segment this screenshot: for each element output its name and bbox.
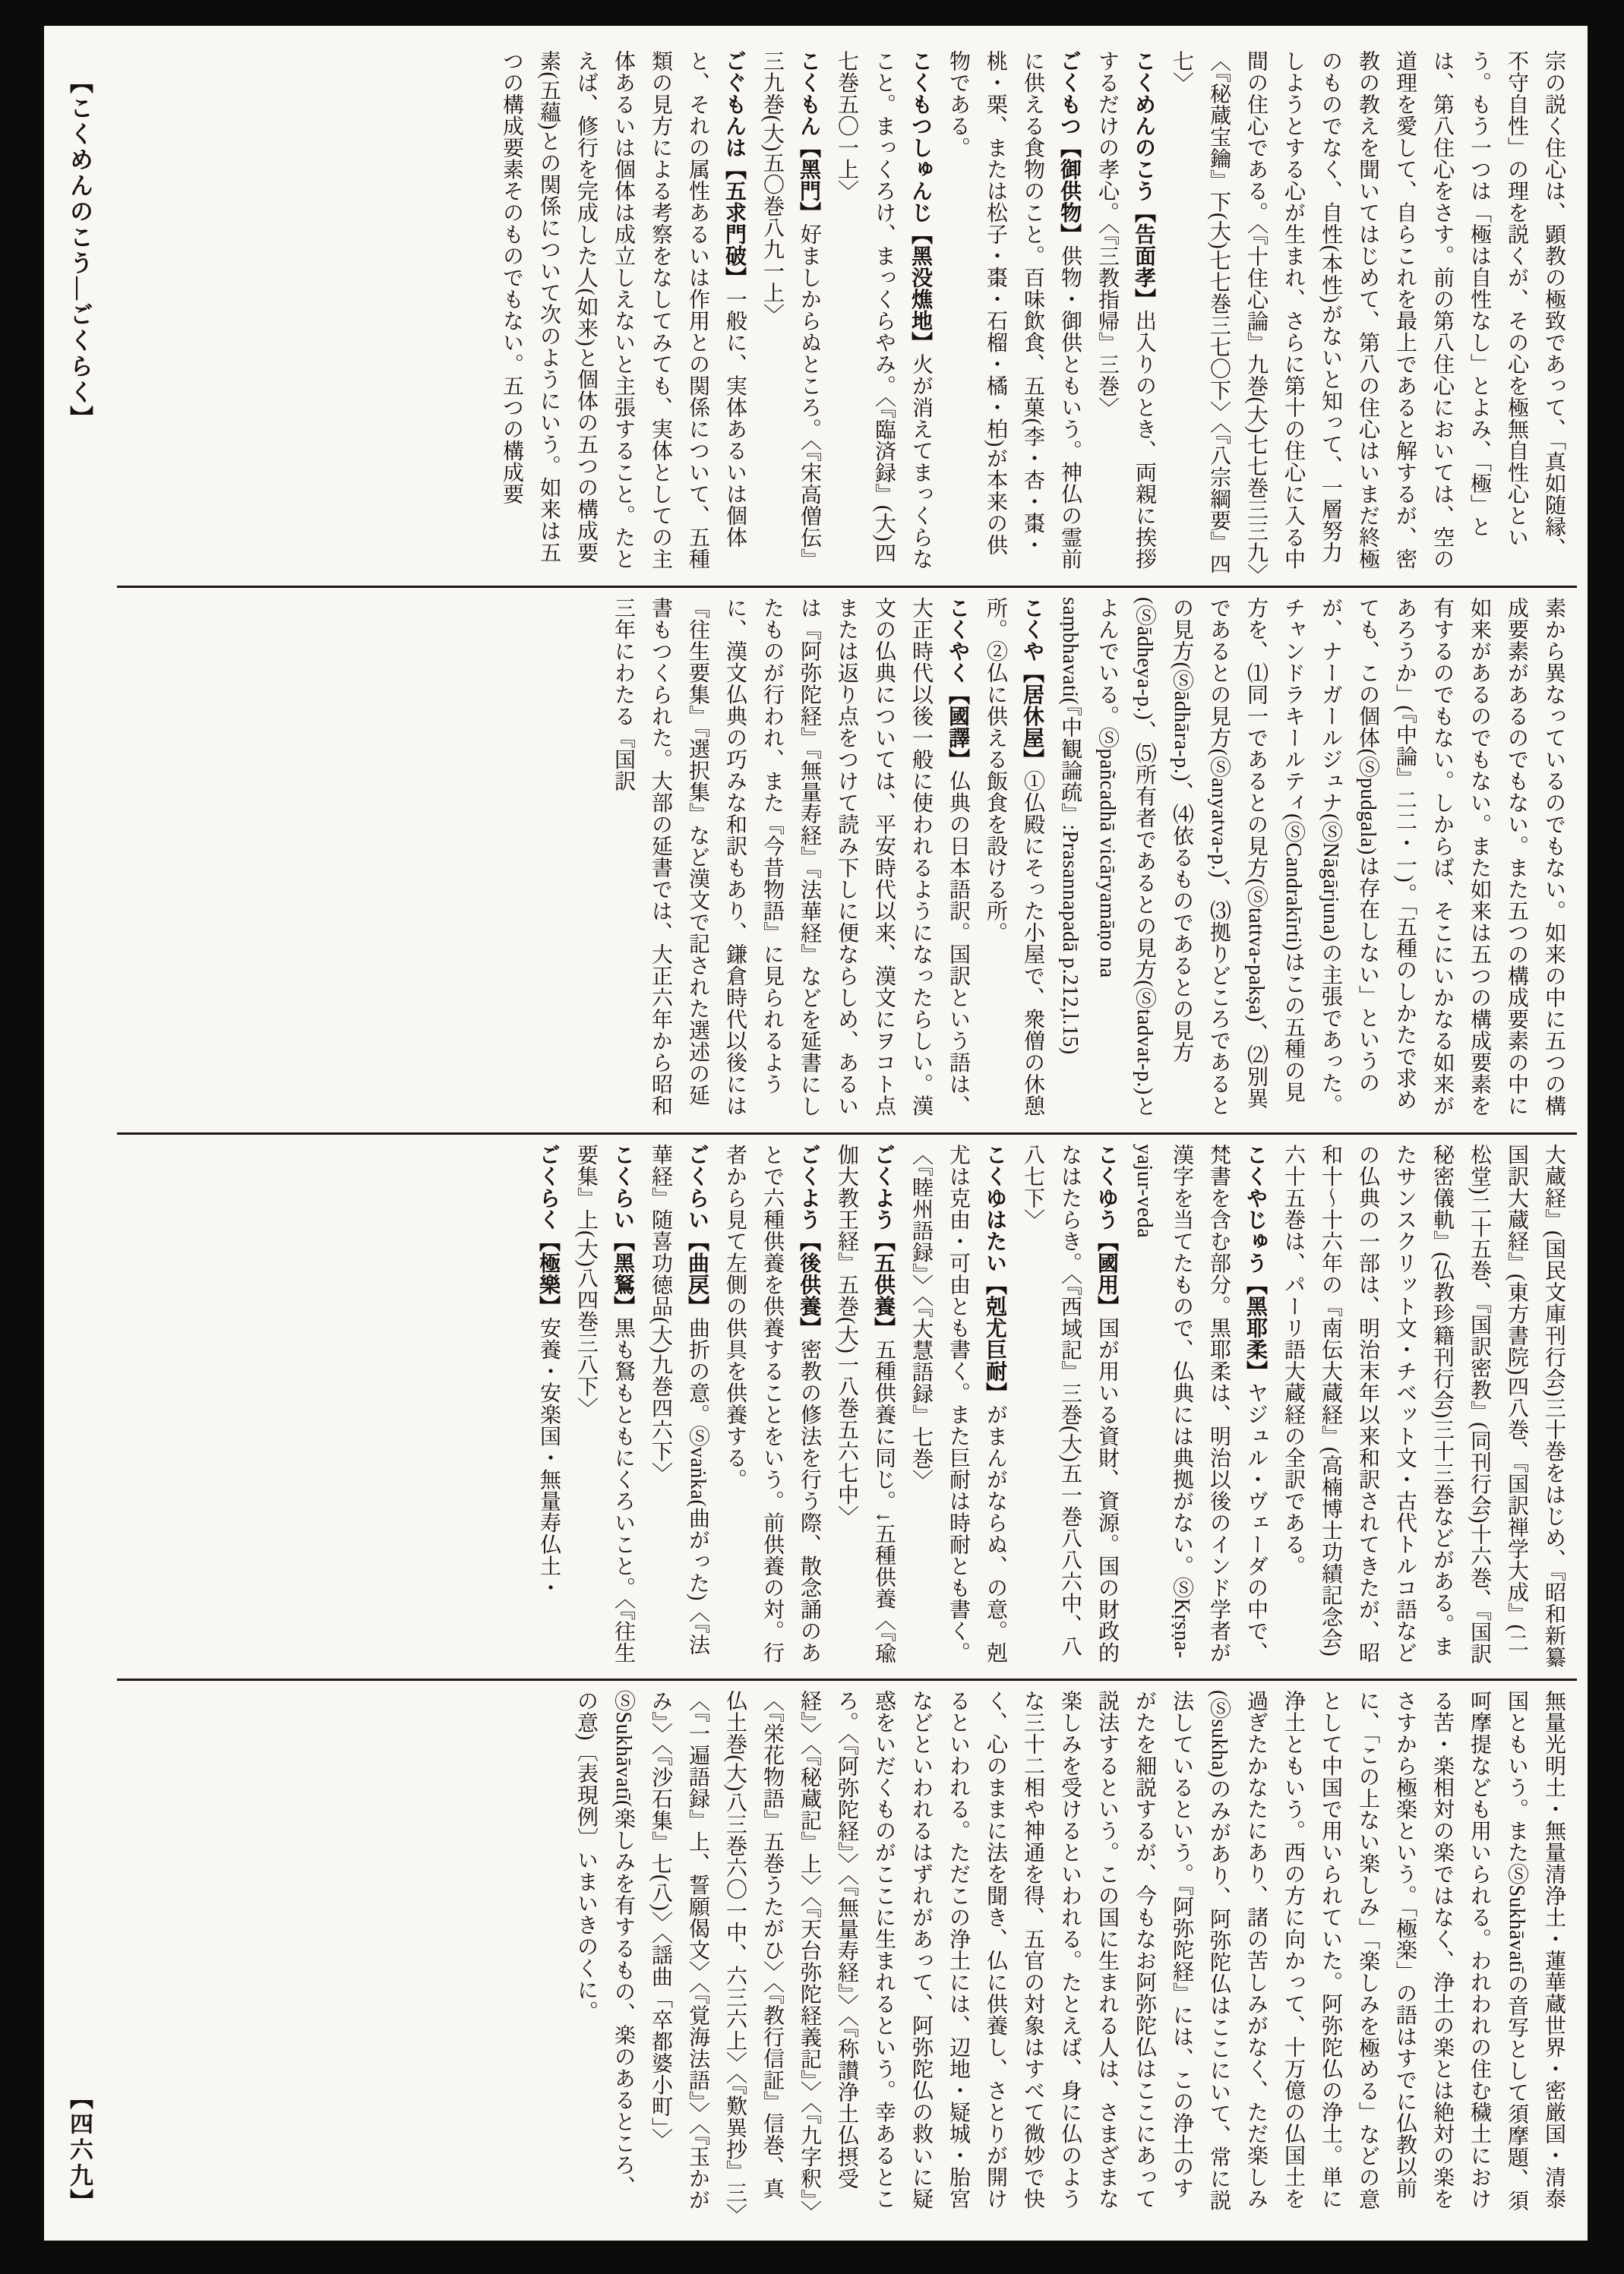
entry-body: 五種供養に同じ。↓五種供養〈『瑜伽大教王経』五巻(大)一八巻五六七中〉 <box>835 1143 896 1663</box>
entry-body: ①仏殿にそった小屋で、衆僧の休憩所。②仏に供える飯食を設ける所。 <box>984 596 1044 1116</box>
entry-headword: こくらい【黑鴑】 <box>611 1143 635 1317</box>
page-number: 【四六九】 <box>66 2086 93 2215</box>
entry-headword: こくゆう【國用】 <box>1095 1143 1119 1317</box>
entry-body: 宗の説く住心は、顕教の極致であって、「真如随縁、不守自性」の理を説くが、その心を極無自性心という。もう一つは「極は自性なし」とよみ、「極」とは、第八住心をさす。前の第八住心においては、空の道理を愛して、自らこれを最上であると解するが、密教の教えを聞いてはじめて、第八の住心はいまだ終極のものでなく、自性(本性)がないと知って、一層努力しようとする心が生まれ、さらに第十の住心に入る中間の住心である。〈『十住心論』九巻(大)七七巻三三九〉〈『秘蔵宝鑰』下(大)七七巻三七〇下〉〈『八宗綱要』四七〉 <box>1170 50 1566 575</box>
entry-headword: こくやじゅう【黑耶柔】 <box>1244 1143 1268 1382</box>
band-4 <box>117 1679 1577 2225</box>
entry-body: 仏典の日本語訳。国訳という語は、大正時代以後一般に使われるようになったらしい。漢文の仏典については、平安時代以来、漢文にヲコト点または返り点をつけて読み下しに便ならしめ、あるいは『阿弥陀経』『無量寿経』『法華経』などを延書にしたものが行われ、また『今昔物語』に見られるように、漢文仏典の巧みな和訳もあり、鎌倉時代以後には『往生要集』『選択集』など漢文で記された選述の延書もつくられた。大部の延書では、大正六年から昭和三年にわたる『国訳 <box>611 596 970 1117</box>
entry-body: 供物・御供ともいう。神仏の霊前に供える食物のこと。百味飲食、五菓(李・杏・棗・桃・栗、または松子・棗・石榴・橘・柏)が本来の供物である。 <box>946 50 1082 570</box>
entry-headword: こくゆはたい【剋尤巨耐】 <box>984 1143 1007 1404</box>
dictionary-entry <box>716 1144 828 1670</box>
entry-headword: こくやく【國譯】 <box>946 596 970 770</box>
dictionary-entry <box>567 1144 642 1670</box>
entry-headword: ごくらく【極樂】 <box>537 1143 561 1317</box>
band-2 <box>117 586 1577 1132</box>
entry-headword: ごくもつ【御供物】 <box>1058 50 1082 245</box>
dictionary-entry <box>828 1144 902 1670</box>
band-3 <box>117 1132 1577 1679</box>
dictionary-entry <box>493 50 754 576</box>
dictionary-page <box>44 26 1588 2241</box>
dictionary-entry <box>828 50 940 576</box>
entry-continuation <box>1051 597 1572 1123</box>
entry-headword: こくもん【黑門】 <box>798 50 821 223</box>
left-gutter <box>44 26 115 2241</box>
dictionary-entry <box>642 1144 716 1670</box>
entry-headword: ごくよう【五供養】 <box>872 1143 896 1338</box>
entry-body: 火が消えてまっくらなこと。まっくろけ、まっくらやみ。〈『臨済録』(大)四七巻五〇一上〉 <box>835 50 933 570</box>
entry-body: 安養・安楽国・無量寿仏土・ <box>537 1316 561 1598</box>
entry-body: 無量光明土・無量清浄土・蓮華蔵世界・密厳国・清泰国ともいう。またⓈSukhāvatīの音写として須摩題、須呵摩提なども用いられる。われわれの住む穢土における苦・楽相対の楽ではなく、浄土の楽とは絶対の楽をさすから極楽という。「極楽」の語はすでに仏教以前に、「この上ない楽しみ」「楽しみを極める」などの意として中国で用いられていた。阿弥陀仏の浄土。単に浄土ともいう。西の方に向かって、十万億の仏国土を過ぎたかなたにあり、諸の苦しみがなく、ただ楽しみ(Ⓢsukha)のみがあり、阿弥陀仏はここにいて、常に説法しているという。『阿弥陀経』には、この浄土のすがたを細説するが、今もなお阿弥陀仏はここにあって説法するという。この国に生まれる人は、さまざまな楽しみを受けるといわれる。たとえば、身に仏のような三十二相や神通を得、五官の対象はすべて微妙で快く、心のままに法を聞き、仏に供養し、さとりが開けるといわれる。ただこの浄土には、辺地・疑城・胎宮などといわれるはずれがあって、阿弥陀仏の救いに疑惑をいだくものがここに生まれるという。幸あるところ。〈『阿弥陀経』〉〈『無量寿経』〉〈『称讃浄土仏摂受経』〉〈『秘蔵記』上〉〈『天台弥陀経義記』〉〈『九字釈』〉〈『栄花物語』五巻うたがひ〉〈『教行信証』信巻、真仏土巻(大)八三巻六〇一中、六三六上〉〈『歎異抄』三〉〈『一遍語録』上、誓願偈文〉〈『覚海法語』〉〈『玉かがみ』〉〈『沙石集』七(八)〉〈謡曲「卒都婆小町」〉ⓈSukhāvatī(楽しみを有するもの、楽のあるところ、の意)〔表現例〕いまいきのくに。 <box>574 1690 1566 2215</box>
entry-headword: こくもつしゅんじ【黑没燋地】 <box>909 50 933 353</box>
dictionary-entry <box>1126 1144 1275 1670</box>
entry-body: 素から異なっているのでもない。如来の中に五つの構成要素があるのでもない。また五つの構成要素の中に如来があるのでもない。また如来は五つの構成要素を有するのでもない。しからば、そこにいかなる如来があろうか」(『中論』二二・一)。「五種のしかたで求めても、この個体(Ⓢpudgala)は存在しない」というのが、ナーガールジュナ(ⓈNāgārjuna)の主張であった。チャンドラキールティ(ⓈCandrakīrti)はこの五種の見方を、⑴同一であるとの見方(Ⓢtattva-pakṣa)、⑵別異であるとの見方(Ⓢanyatva-p.)、⑶拠りどころであるとの見方(Ⓢādhāra-p.)、⑷依るものであるとの見方(Ⓢādheya-p.)、⑸所有者であるとの見方(Ⓢtadvat-p.)とよんでいる。Ⓢpañcadhā vicāryamāṇo na saṃbhavati(『中観論疏』:Prasannapadā p.212,l.15) <box>1058 596 1566 1116</box>
dictionary-entry <box>902 1144 1014 1670</box>
dictionary-entry <box>1014 1144 1126 1670</box>
entry-body: がまんがならぬ、の意。剋尤は克由・可由とも書く。また巨耐は時耐とも書く。〈『睦州語録』〉〈『大慧語録』七巻〉 <box>909 1143 1007 1663</box>
dictionary-entry <box>977 597 1051 1123</box>
dictionary-entry <box>1088 50 1163 576</box>
running-head: 【こくめんのこう―ごくらく】 <box>66 70 93 431</box>
entry-body: 大蔵経』(国民文庫刊行会)三十巻をはじめ、『昭和新纂国訳大蔵経』(東方書院)四八巻、『国訳禅学大成』(二松堂)二十五巻、『国訳密教』(同刊行会)十六巻、『国訳秘密儀軌』(仏教珍籍刊行会)三十三巻などがある。またサンスクリット文・チベット文・古代トルコ語などの仏典の一部は、明治末年以来和訳されてきたが、昭和十〜十六年の『南伝大蔵経』(高楠博士功績記念会)六十五巻は、パーリ語大蔵経の全訳である。 <box>1281 1143 1566 1668</box>
entry-continuation <box>1163 50 1572 576</box>
entry-headword: こくや【居休屋】 <box>1021 596 1044 770</box>
entry-continuation <box>1275 1144 1572 1670</box>
entry-headword: ごくらい【曲戻】 <box>686 1143 709 1317</box>
entry-body: 黒も鴑もともにくろいこと。〈『往生要集』上(大)八四巻三八下〉 <box>574 1143 635 1663</box>
entry-body: 一般に、実体あるいは個体と、それの属性あるいは作用との関係について、五種類の見方による考察をなしてみても、実体としての主体あるいは個体は成立しえないと主張すること。たとえば、修行を完成した人(如来)と個体の五つの構成要素(五蘊)との関係について次のようにいう。如来は五つの構成要素そのものでもない。五つの構成要 <box>500 50 747 570</box>
entry-body: 出入りのとき、両親に挨拶するだけの孝心。〈『三教指帰』三巻〉 <box>1095 50 1156 570</box>
entry-body: 国が用いる資財、資源。国の財政的なはたらき。〈『西域記』三巻(大)五一巻八八六中、八八七下〉 <box>1021 1143 1119 1663</box>
bands <box>117 41 1577 2225</box>
entry-body: 好ましからぬところ。〈『宋高僧伝』三九巻(大)五〇巻八九一上〉 <box>760 50 821 570</box>
dictionary-entry <box>940 50 1088 576</box>
entry-headword: こくめんのこう【告面孝】 <box>1133 50 1156 310</box>
dictionary-entry <box>605 597 977 1123</box>
entry-body: ヤジュル・ヴェーダの中で、梵書を含む部分。黒耶柔は、明治以後のインド学者が漢字を当てたもので、仏典には典拠がない。ⓈKṛṣṇa-yajur-veda <box>1133 1143 1268 1663</box>
entry-continuation <box>567 1690 1572 2216</box>
entry-body: 密教の修法を行う際、散念誦のあとで六種供養を供養することをいう。前供養の対。行者から見て左側の供具を供養する。 <box>723 1143 821 1663</box>
band-1 <box>117 41 1577 586</box>
entry-headword: ごくよう【後供養】 <box>798 1143 821 1338</box>
entry-body: 曲折の意。Ⓢvaṅka(曲がった)〈『法華経』随喜功徳品(大)九巻四六下〉 <box>649 1143 709 1656</box>
dictionary-entry <box>530 1144 567 1670</box>
entry-headword: ごぐもんは【五求門破】 <box>723 50 747 289</box>
dictionary-entry <box>754 50 828 576</box>
